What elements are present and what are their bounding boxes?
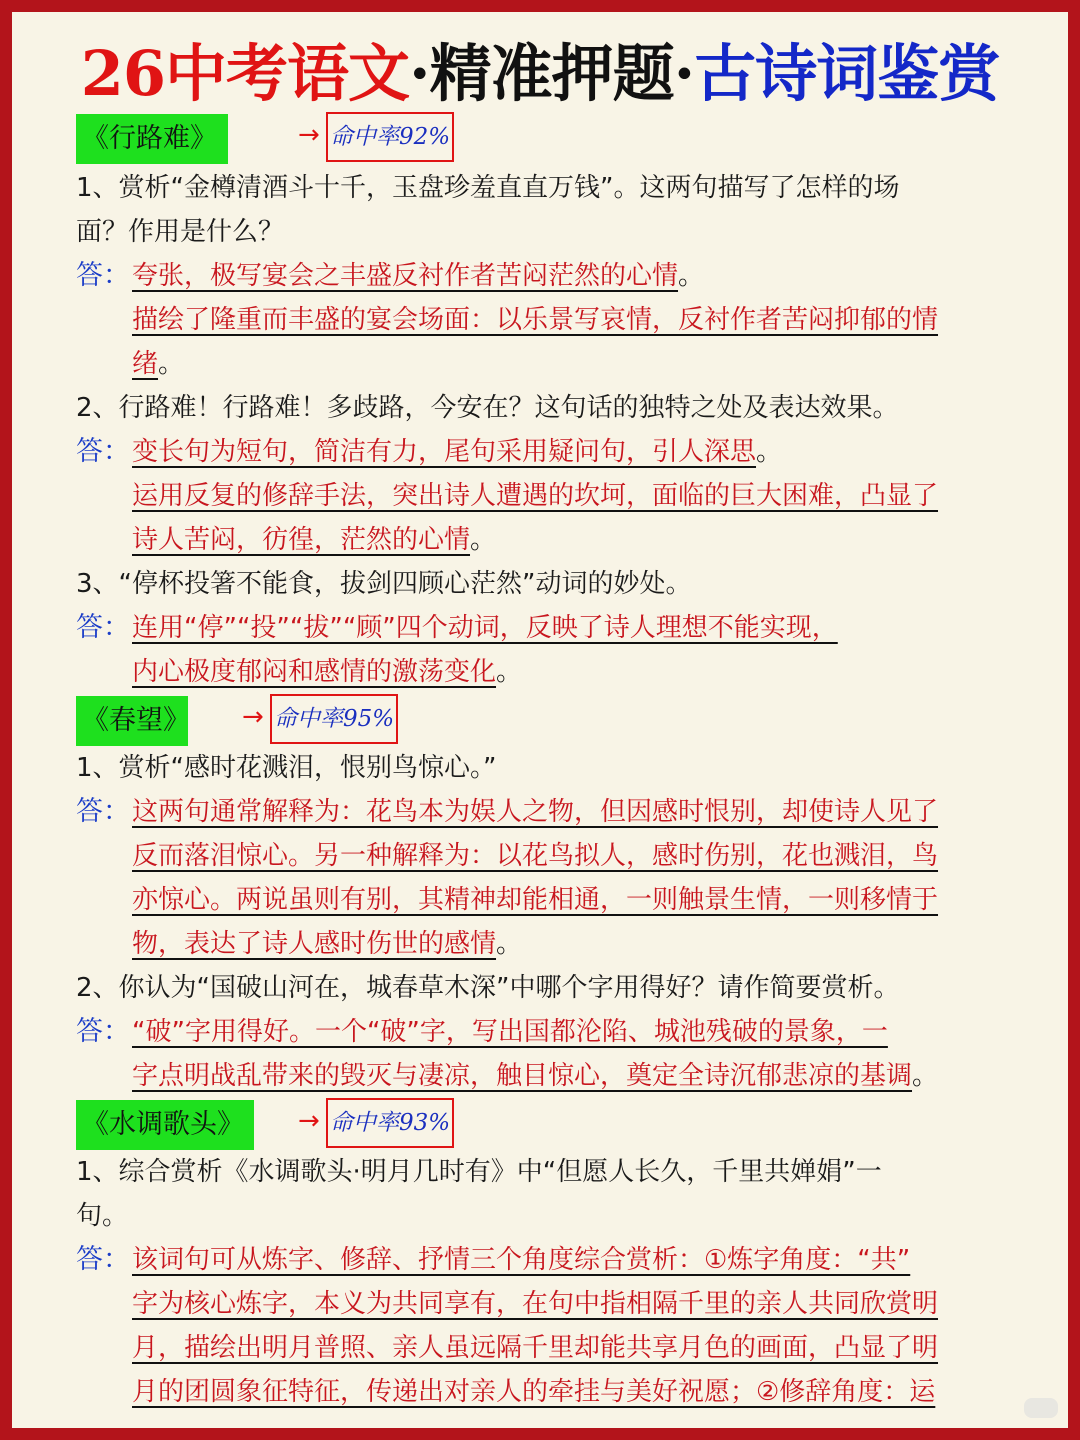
answer-label: 答： xyxy=(76,612,130,643)
title-part-3: 古诗词鉴赏 xyxy=(694,37,1000,110)
answer-label: 答： xyxy=(76,1244,130,1275)
answer-end: 。 xyxy=(496,929,523,959)
hit-rate-box: 命中率95% xyxy=(270,694,398,744)
answer-end: 。 xyxy=(756,437,783,467)
answer-end: 。 xyxy=(158,349,185,379)
question-line: 3、“停杯投箸不能食，拔剑四顾心茫然”动词的妙处。 xyxy=(76,569,692,599)
arrow-icon: → xyxy=(298,120,320,150)
answer-line: 诗人苦闷，彷徨，茫然的心情 xyxy=(132,525,471,555)
answer-label: 答： xyxy=(76,796,130,827)
answer-line: 绪 xyxy=(132,349,159,379)
watermark-logo xyxy=(1024,1398,1058,1418)
page-title xyxy=(12,34,1068,114)
answer-end: 。 xyxy=(496,657,523,687)
question xyxy=(76,386,1016,430)
answer-line: 这两句通常解释为：花鸟本为娱人之物，但因感时恨别，却使诗人见了 xyxy=(132,797,939,827)
answer-label: 答： xyxy=(76,260,130,291)
hit-rate-box: 命中率93% xyxy=(326,1098,454,1148)
answer-line: 亦惊心。两说虽则有别，其精神却能相通，一则触景生情，一则移情于 xyxy=(132,885,939,915)
answer-line: 描绘了隆重而丰盛的宴会场面：以乐景写哀情，反衬作者苦闷抑郁的情 xyxy=(132,305,939,335)
answer xyxy=(132,430,1016,562)
title-part-2: ·精准押题· xyxy=(409,37,695,110)
question xyxy=(76,1150,1016,1238)
answer-line: “破”字用得好。一个“破”字，写出国都沦陷、城池残破的景象，一 xyxy=(132,1017,888,1047)
hit-rate-box: 命中率92% xyxy=(326,112,454,162)
answer-line: 该词句可从炼字、修辞、抒情三个角度综合赏析：①炼字角度：“共” xyxy=(132,1245,911,1275)
arrow-icon: → xyxy=(242,702,264,732)
arrow-icon: → xyxy=(298,1106,320,1136)
question-line: 面？作用是什么？ xyxy=(76,217,285,247)
answer-line: 月，描绘出明月普照、亲人虽远隔千里却能共享月色的画面，凸显了明 xyxy=(132,1333,939,1363)
answer-label: 答： xyxy=(76,1016,130,1047)
answer-line: 字点明战乱带来的毁灭与凄凉，触目惊心，奠定全诗沉郁悲凉的基调 xyxy=(132,1061,913,1091)
section-title: 《水调歌头》 xyxy=(76,1100,254,1150)
answer-end: 。 xyxy=(678,261,705,291)
answer-line: 连用“停”“投”“拔”“顾”四个动词，反映了诗人理想不能实现， xyxy=(132,613,838,643)
answer-line: 字为核心炼字，本义为共同享有，在句中指相隔千里的亲人共同欣赏明 xyxy=(132,1289,939,1319)
question-line: 2、行路难！行路难！多歧路，今安在？这句话的独特之处及表达效果。 xyxy=(76,393,899,423)
answer xyxy=(132,1010,1016,1098)
question xyxy=(76,966,1016,1010)
question xyxy=(76,562,1016,606)
answer-end: 。 xyxy=(470,525,497,555)
answer-line: 夸张，极写宴会之丰盛反衬作者苦闷茫然的心情 xyxy=(132,261,679,291)
question-line: 1、赏析“金樽清酒斗十千，玉盘珍羞直直万钱”。这两句描写了怎样的场 xyxy=(76,173,900,203)
section-title: 《行路难》 xyxy=(76,114,228,164)
answer xyxy=(132,254,1016,386)
page xyxy=(12,12,1068,1428)
question-line: 1、赏析“感时花溅泪，恨别鸟惊心。” xyxy=(76,753,497,783)
answer-end: 。 xyxy=(912,1061,939,1091)
answer-line: 反而落泪惊心。另一种解释为：以花鸟拟人，感时伤别，花也溅泪，鸟 xyxy=(132,841,939,871)
question-line: 句。 xyxy=(76,1201,129,1231)
answer-line: 变长句为短句，简洁有力，尾句采用疑问句，引人深思 xyxy=(132,437,757,467)
answer-line: 内心极度郁闷和感情的激荡变化 xyxy=(132,657,497,687)
answer xyxy=(132,1238,1016,1414)
question-line: 2、你认为“国破山河在，城春草木深”中哪个字用得好？请作简要赏析。 xyxy=(76,973,900,1003)
answer xyxy=(132,606,1016,694)
answer xyxy=(132,790,1016,966)
title-part-1: 26中考语文 xyxy=(80,37,410,110)
answer-label: 答： xyxy=(76,436,130,467)
question xyxy=(76,166,1016,254)
question-line: 1、综合赏析《水调歌头·明月几时有》中“但愿人长久，千里共婵娟”一 xyxy=(76,1157,882,1187)
answer-line: 运用反复的修辞手法，突出诗人遭遇的坎坷，面临的巨大困难，凸显了 xyxy=(132,481,939,511)
answer-line: 月的团圆象征特征，传递出对亲人的牵挂与美好祝愿；②修辞角度：运 xyxy=(132,1377,936,1407)
question xyxy=(76,746,1016,790)
answer-line: 物，表达了诗人感时伤世的感情 xyxy=(132,929,497,959)
section-title: 《春望》 xyxy=(76,696,188,746)
